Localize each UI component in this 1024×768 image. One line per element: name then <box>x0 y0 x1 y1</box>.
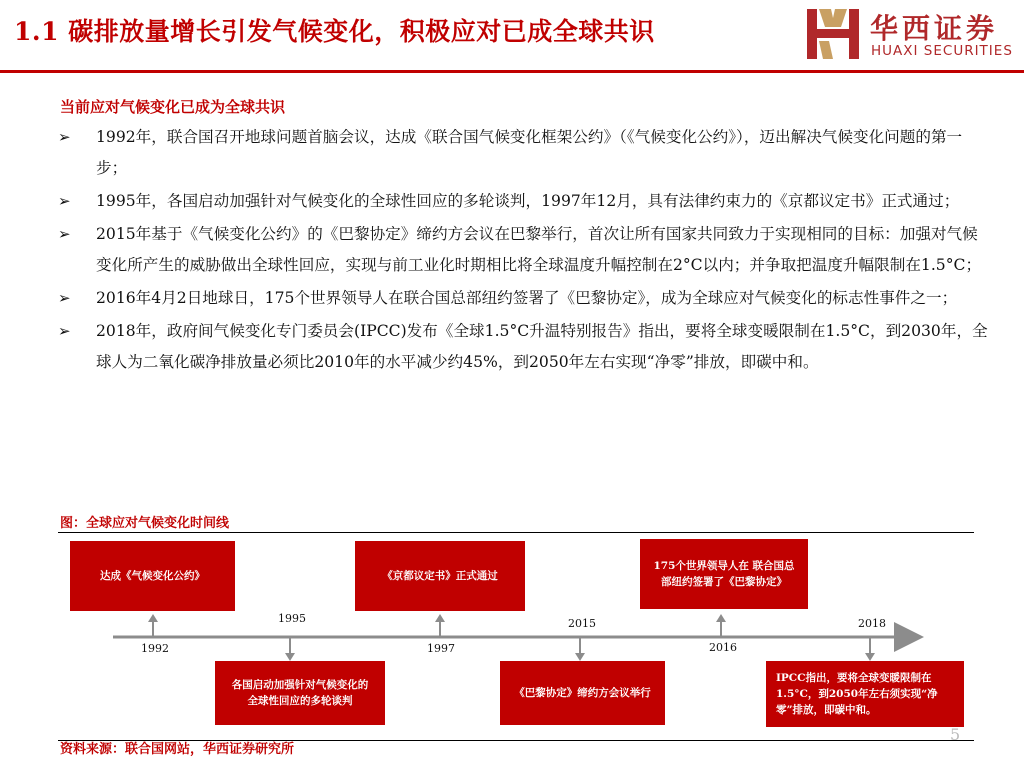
page-title: 1.1 碳排放量增长引发气候变化，积极应对已成全球共识 <box>14 17 655 46</box>
figure-top-rule <box>58 532 974 533</box>
bullet-text: 2015年基于《气候变化公约》的《巴黎协定》缔约方会议在巴黎举行，首次让所有国家共同致力于实现相同的目标：加强对气候变化所产生的威胁做出全球性回应，实现与前工业化时期相比将全球温度升幅控制在2°C以内；并争取把温度升幅限制在1.5°C； <box>96 225 982 274</box>
bullet-list <box>58 122 988 380</box>
bullet-text: 1995年，各国启动加强针对气候变化的全球性回应的多轮谈判，1997年12月，具有法律约束力的《京都议定书》正式通过； <box>96 192 960 210</box>
section-subheading: 当前应对气候变化已成为全球共识 <box>60 98 286 116</box>
bullet-text: 2016年4月2日地球日，175个世界领导人在联合国总部纽约签署了《巴黎协定》，成为全球应对气候变化的标志性事件之一； <box>96 289 958 307</box>
arrow-bullet-icon: ➢ <box>58 128 71 146</box>
bullet-text: 2018年，政府间气候变化专门委员会(IPCC)发布《全球1.5°C升温特别报告》指出，要将全球变暖限制在1.5°C，到2030年，全球人为二氧化碳净排放量必须比2010年的水平减少约45%，到2050年左右实现“净零”排放，即碳中和。 <box>96 322 988 371</box>
year-label-1997: 1997 <box>427 642 455 655</box>
year-label-2015: 2015 <box>568 617 596 630</box>
year-label-2018: 2018 <box>858 617 886 630</box>
year-label-1995: 1995 <box>278 612 306 625</box>
year-label-2016: 2016 <box>709 641 737 654</box>
page-number: 5 <box>950 725 961 744</box>
bullet-item <box>58 186 988 217</box>
event-box-2018: IPCC指出，要将全球变暖限制在1.5°C，到2050年左右须实现“净零”排放，即碳中和。 <box>766 661 964 727</box>
arrow-bullet-icon: ➢ <box>58 192 71 210</box>
event-box-1995: 各国启动加强针对气候变化的全球性回应的多轮谈判 <box>215 661 385 725</box>
arrow-bullet-icon: ➢ <box>58 322 71 340</box>
bullet-item <box>58 219 988 281</box>
figure-caption: 图：全球应对气候变化时间线 <box>60 516 230 531</box>
event-box-1992: 达成《气候变化公约》 <box>70 541 235 611</box>
huaxi-logo-icon <box>805 5 861 63</box>
logo-name-cn: 华西证券 <box>870 12 999 45</box>
event-box-2015: 《巴黎协定》缔约方会议举行 <box>500 661 665 725</box>
event-box-2016: 175个世界领导人在 联合国总部纽约签署了《巴黎协定》 <box>640 539 808 609</box>
year-label-1992: 1992 <box>141 642 169 655</box>
bullet-text: 1992年，联合国召开地球问题首脑会议，达成《联合国气候变化框架公约》（《气候变化公约》），迈出解决气候变化问题的第一步； <box>96 128 963 177</box>
company-logo <box>805 5 1017 65</box>
event-box-1997: 《京都议定书》正式通过 <box>355 541 525 611</box>
title-divider <box>0 70 1024 73</box>
arrow-bullet-icon: ➢ <box>58 225 71 243</box>
logo-name-en: HUAXI SECURITIES <box>871 43 1013 59</box>
timeline-figure <box>58 534 974 742</box>
source-note: 资料来源：联合国网站，华西证券研究所 <box>60 742 295 757</box>
bullet-item <box>58 316 988 378</box>
bullet-item <box>58 122 988 184</box>
bullet-item <box>58 283 988 314</box>
arrow-bullet-icon: ➢ <box>58 289 71 307</box>
